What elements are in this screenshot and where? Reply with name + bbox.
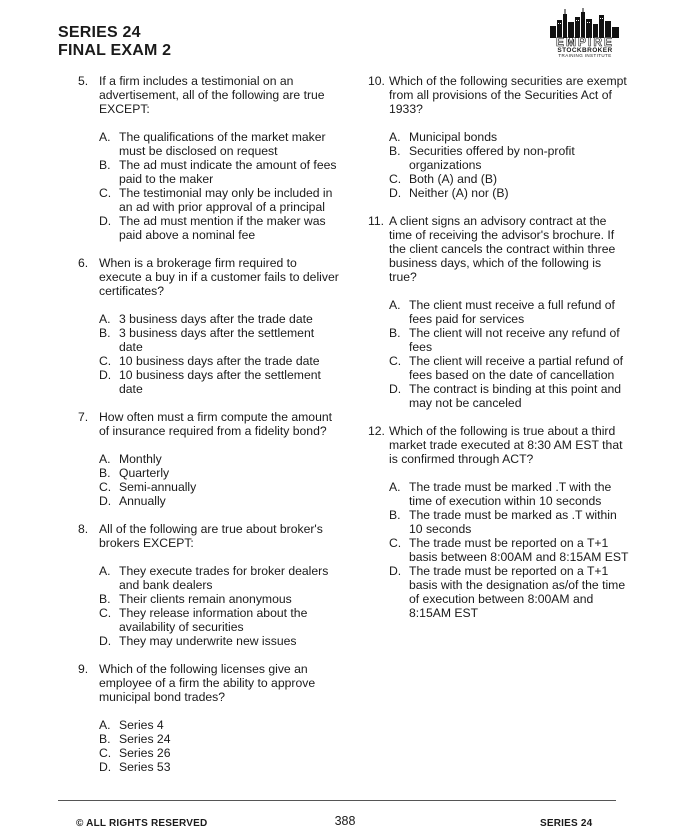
option-text: The qualifications of the market maker must be disclosed on request [119,130,326,158]
answer-option [99,130,340,158]
question-stem: If a firm includes a testimonial on an advertisement, all of the following are true EXCEPT: [99,74,325,116]
option-text: Their clients remain anonymous [119,592,292,606]
question-stem: All of the following are true about broker's brokers EXCEPT: [99,522,323,550]
logo-subtitle: STOCKBROKER [557,47,613,54]
option-text: The trade must be marked .T with the time of execution within 10 seconds [409,480,612,508]
option-letter: D. [99,760,112,774]
option-text: Annually [119,494,166,508]
answer-option [99,480,340,494]
option-letter: B. [99,466,111,480]
answer-option [389,382,630,410]
option-text: Semi-annually [119,480,197,494]
option-letter: D. [99,634,112,648]
option-letter: A. [389,480,401,494]
question [368,424,630,620]
logo-tagline: TRAINING INSTITUTE [558,53,612,58]
answer-option [389,144,630,172]
option-letter: B. [99,326,111,340]
option-letter: D. [99,368,112,382]
option-letter: D. [99,214,112,228]
question [368,74,630,200]
footer-series: SERIES 24 [540,818,593,829]
question-stem: Which of the following securities are exempt from all provisions of the Securities Act of 1933? [389,74,627,116]
question-number: 5. [78,74,89,88]
question-number: 7. [78,410,89,424]
question-body [99,256,340,396]
question-stem: Which of the following is true about a third market trade executed at 8:30 AM EST that is confirmed through ACT? [389,424,623,466]
question-stem: When is a brokerage firm required to execute a buy in if a customer fails to deliver certificates? [99,256,339,298]
question-body [389,214,630,410]
answer-option [99,732,340,746]
page-header [58,24,171,60]
question-number: 6. [78,256,89,270]
option-text: The ad must mention if the maker was paid above a nominal fee [119,214,326,242]
option-text: 10 business days after the settlement date [119,368,321,396]
option-letter: B. [99,158,111,172]
option-letter: A. [389,130,401,144]
answer-option [99,368,340,396]
option-text: The contract is binding at this point and may not be canceled [409,382,622,410]
answer-option [99,158,340,186]
option-text: The client will receive a partial refund of fees based on the date of cancellation [409,354,624,382]
option-text: Series 4 [119,718,164,732]
answer-option [389,564,630,620]
option-text: 3 business days after the settlement date [119,326,315,354]
option-letter: B. [389,508,401,522]
answer-option [99,606,340,634]
option-text: They release information about the availability of securities [119,606,308,634]
answer-option [389,508,630,536]
answer-option [99,760,340,774]
option-text: 3 business days after the trade date [119,312,313,326]
answer-option [99,452,340,466]
answer-option [99,312,340,326]
option-letter: D. [389,186,402,200]
question-stem: A client signs an advisory contract at the time of receiving the advisor's brochure. If the client cancels the contract within three business days, which of the following is true? [389,214,616,284]
question-body [99,522,340,648]
answer-option [99,746,340,760]
option-text: Series 53 [119,760,171,774]
answer-option [389,186,630,200]
answer-option [389,354,630,382]
option-letter: B. [99,732,111,746]
option-letter: A. [99,312,111,326]
footer-copyright: © ALL RIGHTS RESERVED [76,818,208,829]
option-text: They execute trades for broker dealers and bank dealers [119,564,329,592]
question-body [389,424,630,620]
question-number: 12. [368,424,385,438]
option-letter: A. [99,718,111,732]
option-text: The client will not receive any refund of fees [409,326,620,354]
option-text: The trade must be reported on a T+1 basis with the designation as/of the time of execution between 8:00AM and 8:15AM EST [409,564,626,620]
question-body [99,410,340,508]
right-column [368,74,630,620]
answer-option [99,592,340,606]
header-exam: FINAL EXAM 2 [58,42,172,59]
option-text: Municipal bonds [409,130,498,144]
logo-word: EMPIRE [555,35,614,49]
left-column [78,74,340,774]
option-letter: D. [389,564,402,578]
question [368,214,630,410]
option-letter: B. [389,326,401,340]
answer-option [389,298,630,326]
question-number: 8. [78,522,89,536]
option-letter: C. [389,172,402,186]
page-number: 388 [334,814,356,828]
question-body [99,74,340,242]
option-text: Securities offered by non-profit organizations [409,144,575,172]
question-number: 10. [368,74,385,88]
option-letter: C. [389,354,402,368]
question [78,74,340,242]
question [78,662,340,774]
option-text: The trade must be marked as .T within 10 seconds [409,508,617,536]
option-letter: A. [99,130,111,144]
footer-divider [58,800,616,801]
question-stem: How often must a firm compute the amount of insurance required from a fidelity bond? [99,410,333,438]
option-letter: B. [389,144,401,158]
option-letter: A. [99,452,111,466]
option-text: 10 business days after the trade date [119,354,320,368]
option-letter: C. [389,536,402,550]
option-text: Neither (A) nor (B) [409,186,509,200]
answer-option [99,634,340,648]
question-number: 11. [368,214,385,228]
answer-option [99,214,340,242]
answer-option [99,494,340,508]
option-text: Monthly [119,452,162,466]
option-text: Both (A) and (B) [409,172,498,186]
option-letter: D. [389,382,402,396]
question-stem: Which of the following licenses give an employee of a firm the ability to approve municipal bond trades? [99,662,316,704]
question-body [99,662,340,774]
question [78,256,340,396]
option-text: The client must receive a full refund of fees paid for services [409,298,615,326]
option-text: The trade must be reported on a T+1 basis between 8:00AM and 8:15AM EST [409,536,629,564]
answer-option [389,536,630,564]
option-letter: B. [99,592,111,606]
option-text: Series 26 [119,746,171,760]
option-text: The testimonial may only be included in an ad with prior approval of a principal [119,186,333,214]
option-letter: C. [99,354,112,368]
header-series: SERIES 24 [58,24,141,41]
option-letter: C. [99,186,112,200]
answer-option [389,130,630,144]
empire-logo [548,8,622,58]
option-letter: C. [99,480,112,494]
answer-option [99,718,340,732]
answer-option [99,466,340,480]
answer-option [99,186,340,214]
option-text: Series 24 [119,732,171,746]
option-letter: C. [99,606,112,620]
question [78,410,340,508]
option-letter: A. [389,298,401,312]
question-number: 9. [78,662,89,676]
option-letter: D. [99,494,112,508]
option-text: The ad must indicate the amount of fees paid to the maker [119,158,337,186]
option-letter: C. [99,746,112,760]
question-body [389,74,630,200]
question [78,522,340,648]
answer-option [389,172,630,186]
answer-option [389,480,630,508]
answer-option [99,326,340,354]
option-letter: A. [99,564,111,578]
answer-option [99,354,340,368]
option-text: Quarterly [119,466,170,480]
answer-option [99,564,340,592]
option-text: They may underwrite new issues [119,634,297,648]
city-skyline-icon [548,8,622,38]
answer-option [389,326,630,354]
